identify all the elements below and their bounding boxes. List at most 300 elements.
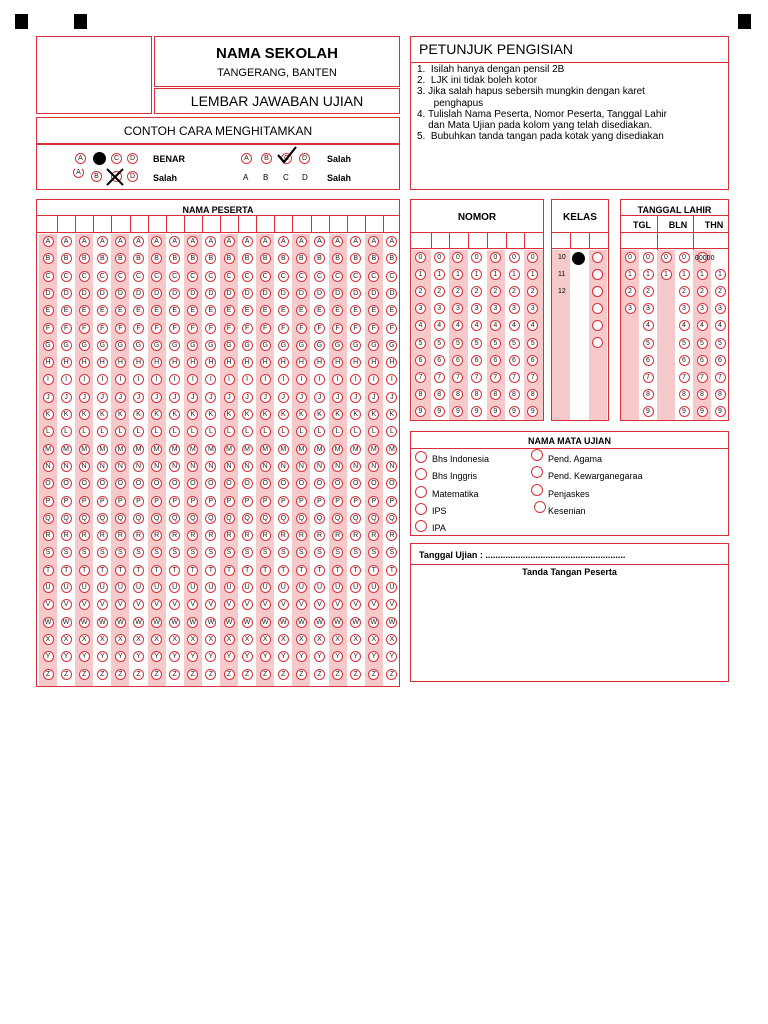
name-bubble[interactable]: G xyxy=(187,340,198,351)
name-bubble[interactable]: N xyxy=(332,461,343,472)
name-bubble[interactable]: H xyxy=(187,357,198,368)
name-bubble[interactable]: Q xyxy=(296,513,307,524)
tanggal-lahir-bubble[interactable]: 8 xyxy=(715,389,726,400)
name-bubble[interactable]: W xyxy=(332,617,343,628)
name-bubble[interactable]: O xyxy=(187,478,198,489)
name-bubble[interactable]: B xyxy=(115,253,126,264)
nomor-bubble[interactable]: 6 xyxy=(415,355,426,366)
name-bubble[interactable]: H xyxy=(296,357,307,368)
tanggal-lahir-bubble[interactable]: 6 xyxy=(697,355,708,366)
name-bubble[interactable]: K xyxy=(368,409,379,420)
name-bubble[interactable]: C xyxy=(169,271,180,282)
name-bubble[interactable]: S xyxy=(115,547,126,558)
name-bubble[interactable]: W xyxy=(187,617,198,628)
name-bubble[interactable]: P xyxy=(151,496,162,507)
name-bubble[interactable]: C xyxy=(43,271,54,282)
name-bubble[interactable]: X xyxy=(278,634,289,645)
name-bubble[interactable]: C xyxy=(296,271,307,282)
name-bubble[interactable]: P xyxy=(278,496,289,507)
nomor-bubble[interactable]: 5 xyxy=(527,338,538,349)
nomor-bubble[interactable]: 8 xyxy=(434,389,445,400)
name-bubble[interactable]: D xyxy=(278,288,289,299)
name-bubble[interactable]: Z xyxy=(43,669,54,680)
name-bubble[interactable]: K xyxy=(205,409,216,420)
name-bubble[interactable]: V xyxy=(151,599,162,610)
name-bubble[interactable]: Y xyxy=(332,651,343,662)
nomor-bubble[interactable]: 2 xyxy=(452,286,463,297)
name-bubble[interactable]: I xyxy=(242,374,253,385)
name-bubble[interactable]: L xyxy=(224,426,235,437)
nomor-bubble[interactable]: 8 xyxy=(471,389,482,400)
name-bubble[interactable]: R xyxy=(296,530,307,541)
tanggal-lahir-bubble[interactable]: 6 xyxy=(643,355,654,366)
name-bubble[interactable]: M xyxy=(368,444,379,455)
name-bubble[interactable]: Z xyxy=(386,669,397,680)
name-bubble[interactable]: O xyxy=(169,478,180,489)
name-bubble[interactable]: A xyxy=(242,236,253,247)
name-bubble[interactable]: S xyxy=(97,547,108,558)
name-bubble[interactable]: Q xyxy=(205,513,216,524)
name-bubble[interactable]: K xyxy=(260,409,271,420)
name-letter-cell[interactable] xyxy=(75,216,93,232)
name-bubble[interactable]: V xyxy=(61,599,72,610)
name-bubble[interactable]: H xyxy=(79,357,90,368)
name-bubble[interactable]: K xyxy=(133,409,144,420)
name-bubble[interactable]: E xyxy=(260,305,271,316)
name-bubble[interactable]: B xyxy=(133,253,144,264)
name-bubble[interactable]: G xyxy=(278,340,289,351)
name-bubble[interactable]: J xyxy=(205,392,216,403)
name-bubble[interactable]: T xyxy=(242,565,253,576)
name-bubble[interactable]: P xyxy=(205,496,216,507)
name-letter-cell[interactable] xyxy=(166,216,184,232)
name-bubble[interactable]: B xyxy=(278,253,289,264)
name-bubble[interactable]: S xyxy=(133,547,144,558)
name-bubble[interactable]: O xyxy=(224,478,235,489)
nomor-bubble[interactable]: 1 xyxy=(490,269,501,280)
name-letter-cell[interactable] xyxy=(202,216,220,232)
name-bubble[interactable]: I xyxy=(61,374,72,385)
name-bubble[interactable]: F xyxy=(332,323,343,334)
mata-ujian-radio[interactable] xyxy=(415,486,427,498)
name-bubble[interactable]: G xyxy=(368,340,379,351)
name-bubble[interactable]: K xyxy=(278,409,289,420)
name-letter-cell[interactable] xyxy=(93,216,111,232)
name-bubble[interactable]: S xyxy=(187,547,198,558)
name-bubble[interactable]: G xyxy=(205,340,216,351)
kelas-bubble[interactable] xyxy=(592,286,603,297)
nomor-bubble[interactable]: 9 xyxy=(415,406,426,417)
name-bubble[interactable]: G xyxy=(79,340,90,351)
nomor-bubble[interactable]: 9 xyxy=(452,406,463,417)
tanggal-lahir-bubble[interactable]: 1 xyxy=(625,269,636,280)
name-bubble[interactable]: B xyxy=(187,253,198,264)
name-bubble[interactable]: S xyxy=(151,547,162,558)
name-bubble[interactable]: I xyxy=(386,374,397,385)
name-bubble[interactable]: Y xyxy=(242,651,253,662)
name-bubble[interactable]: Q xyxy=(79,513,90,524)
name-bubble[interactable]: G xyxy=(386,340,397,351)
name-bubble[interactable]: K xyxy=(43,409,54,420)
name-bubble[interactable]: M xyxy=(61,444,72,455)
name-letter-cell[interactable] xyxy=(329,216,347,232)
name-bubble[interactable]: H xyxy=(224,357,235,368)
name-bubble[interactable]: C xyxy=(115,271,126,282)
name-bubble[interactable]: O xyxy=(278,478,289,489)
name-bubble[interactable]: P xyxy=(368,496,379,507)
name-bubble[interactable]: K xyxy=(97,409,108,420)
name-bubble[interactable]: R xyxy=(133,530,144,541)
name-bubble[interactable]: K xyxy=(350,409,361,420)
name-bubble[interactable]: E xyxy=(242,305,253,316)
name-bubble[interactable]: U xyxy=(386,582,397,593)
name-bubble[interactable]: I xyxy=(332,374,343,385)
name-bubble[interactable]: E xyxy=(97,305,108,316)
name-bubble[interactable]: A xyxy=(368,236,379,247)
name-letter-cell[interactable] xyxy=(311,216,329,232)
nomor-bubble[interactable]: 4 xyxy=(490,320,501,331)
name-bubble[interactable]: M xyxy=(187,444,198,455)
nomor-bubble[interactable]: 6 xyxy=(434,355,445,366)
name-bubble[interactable]: R xyxy=(97,530,108,541)
name-bubble[interactable]: E xyxy=(296,305,307,316)
name-bubble[interactable]: B xyxy=(260,253,271,264)
name-bubble[interactable]: A xyxy=(386,236,397,247)
name-bubble[interactable]: T xyxy=(43,565,54,576)
name-bubble[interactable]: N xyxy=(151,461,162,472)
name-bubble[interactable]: J xyxy=(386,392,397,403)
name-bubble[interactable]: I xyxy=(115,374,126,385)
name-bubble[interactable]: Y xyxy=(169,651,180,662)
name-letter-cell[interactable] xyxy=(383,216,401,232)
name-bubble[interactable]: C xyxy=(151,271,162,282)
name-bubble[interactable]: L xyxy=(187,426,198,437)
name-bubble[interactable]: M xyxy=(278,444,289,455)
nomor-bubble[interactable]: 1 xyxy=(452,269,463,280)
name-bubble[interactable]: L xyxy=(43,426,54,437)
name-bubble[interactable]: O xyxy=(350,478,361,489)
name-bubble[interactable]: U xyxy=(224,582,235,593)
name-bubble[interactable]: Q xyxy=(278,513,289,524)
name-bubble[interactable]: X xyxy=(314,634,325,645)
name-bubble[interactable]: C xyxy=(205,271,216,282)
name-bubble[interactable]: D xyxy=(296,288,307,299)
name-bubble[interactable]: G xyxy=(169,340,180,351)
name-bubble[interactable]: H xyxy=(260,357,271,368)
name-letter-cell[interactable] xyxy=(274,216,292,232)
name-bubble[interactable]: O xyxy=(97,478,108,489)
name-bubble[interactable]: X xyxy=(187,634,198,645)
name-bubble[interactable]: Z xyxy=(260,669,271,680)
name-bubble[interactable]: J xyxy=(43,392,54,403)
name-bubble[interactable]: Q xyxy=(368,513,379,524)
name-bubble[interactable]: O xyxy=(260,478,271,489)
name-bubble[interactable]: H xyxy=(61,357,72,368)
name-letter-cell[interactable] xyxy=(256,216,274,232)
name-bubble[interactable]: A xyxy=(151,236,162,247)
name-bubble[interactable]: N xyxy=(296,461,307,472)
name-bubble[interactable]: K xyxy=(242,409,253,420)
name-bubble[interactable]: P xyxy=(386,496,397,507)
mata-ujian-radio[interactable] xyxy=(531,484,543,496)
nomor-bubble[interactable]: 3 xyxy=(509,303,520,314)
name-bubble[interactable]: N xyxy=(187,461,198,472)
name-bubble[interactable]: Z xyxy=(205,669,216,680)
name-bubble[interactable]: O xyxy=(314,478,325,489)
name-bubble[interactable]: F xyxy=(169,323,180,334)
tanggal-lahir-bubble[interactable]: 3 xyxy=(625,303,636,314)
name-bubble[interactable]: M xyxy=(224,444,235,455)
name-bubble[interactable]: W xyxy=(350,617,361,628)
name-bubble[interactable]: Z xyxy=(350,669,361,680)
name-bubble[interactable]: X xyxy=(97,634,108,645)
mata-ujian-radio[interactable] xyxy=(415,451,427,463)
nomor-bubble[interactable]: 8 xyxy=(415,389,426,400)
nomor-bubble[interactable]: 7 xyxy=(509,372,520,383)
name-bubble[interactable]: Y xyxy=(97,651,108,662)
tanggal-lahir-bubble[interactable]: 4 xyxy=(715,320,726,331)
tanggal-lahir-bubble[interactable]: 4 xyxy=(697,320,708,331)
name-bubble[interactable]: Q xyxy=(242,513,253,524)
name-bubble[interactable]: Z xyxy=(242,669,253,680)
name-bubble[interactable]: D xyxy=(242,288,253,299)
name-bubble[interactable]: R xyxy=(187,530,198,541)
name-bubble[interactable]: H xyxy=(350,357,361,368)
name-bubble[interactable]: Y xyxy=(115,651,126,662)
name-bubble[interactable]: L xyxy=(332,426,343,437)
name-bubble[interactable]: F xyxy=(79,323,90,334)
name-bubble[interactable]: C xyxy=(386,271,397,282)
name-bubble[interactable]: U xyxy=(332,582,343,593)
name-bubble[interactable]: U xyxy=(278,582,289,593)
name-bubble[interactable]: E xyxy=(43,305,54,316)
name-bubble[interactable]: A xyxy=(169,236,180,247)
name-bubble[interactable]: X xyxy=(169,634,180,645)
name-bubble[interactable]: N xyxy=(224,461,235,472)
tanggal-lahir-bubble[interactable]: 2 xyxy=(679,286,690,297)
name-bubble[interactable]: D xyxy=(350,288,361,299)
tanggal-lahir-bubble[interactable]: 7 xyxy=(697,372,708,383)
nomor-bubble[interactable]: 3 xyxy=(452,303,463,314)
name-bubble[interactable]: N xyxy=(260,461,271,472)
name-bubble[interactable]: R xyxy=(242,530,253,541)
name-bubble[interactable]: X xyxy=(386,634,397,645)
name-bubble[interactable]: K xyxy=(187,409,198,420)
name-bubble[interactable]: Y xyxy=(260,651,271,662)
mata-ujian-radio[interactable] xyxy=(415,503,427,515)
name-bubble[interactable]: G xyxy=(224,340,235,351)
name-bubble[interactable]: H xyxy=(332,357,343,368)
tanggal-lahir-bubble[interactable]: 3 xyxy=(679,303,690,314)
name-bubble[interactable]: T xyxy=(332,565,343,576)
name-bubble[interactable]: T xyxy=(350,565,361,576)
name-bubble[interactable]: Q xyxy=(61,513,72,524)
name-bubble[interactable]: S xyxy=(79,547,90,558)
nomor-bubble[interactable]: 6 xyxy=(527,355,538,366)
name-bubble[interactable]: P xyxy=(97,496,108,507)
name-bubble[interactable]: R xyxy=(169,530,180,541)
name-bubble[interactable]: H xyxy=(133,357,144,368)
name-bubble[interactable]: S xyxy=(242,547,253,558)
mata-ujian-radio[interactable] xyxy=(415,520,427,532)
name-bubble[interactable]: V xyxy=(242,599,253,610)
name-bubble[interactable]: E xyxy=(133,305,144,316)
name-bubble[interactable]: J xyxy=(332,392,343,403)
name-bubble[interactable]: D xyxy=(187,288,198,299)
name-bubble[interactable]: E xyxy=(332,305,343,316)
name-bubble[interactable]: K xyxy=(61,409,72,420)
name-bubble[interactable]: J xyxy=(260,392,271,403)
name-bubble[interactable]: M xyxy=(314,444,325,455)
name-bubble[interactable]: R xyxy=(386,530,397,541)
name-bubble[interactable]: U xyxy=(187,582,198,593)
name-bubble[interactable]: W xyxy=(43,617,54,628)
name-bubble[interactable]: T xyxy=(61,565,72,576)
name-bubble[interactable]: E xyxy=(314,305,325,316)
name-bubble[interactable]: G xyxy=(242,340,253,351)
name-bubble[interactable]: Q xyxy=(314,513,325,524)
name-bubble[interactable]: L xyxy=(79,426,90,437)
name-bubble[interactable]: B xyxy=(79,253,90,264)
name-bubble[interactable]: H xyxy=(314,357,325,368)
name-bubble[interactable]: T xyxy=(169,565,180,576)
nomor-bubble[interactable]: 0 xyxy=(434,252,445,263)
name-bubble[interactable]: Y xyxy=(61,651,72,662)
name-bubble[interactable]: F xyxy=(260,323,271,334)
name-bubble[interactable]: Y xyxy=(296,651,307,662)
name-bubble[interactable]: U xyxy=(97,582,108,593)
name-bubble[interactable]: E xyxy=(386,305,397,316)
name-bubble[interactable]: N xyxy=(97,461,108,472)
name-bubble[interactable]: P xyxy=(187,496,198,507)
nomor-bubble[interactable]: 5 xyxy=(471,338,482,349)
name-bubble[interactable]: V xyxy=(314,599,325,610)
name-bubble[interactable]: Q xyxy=(332,513,343,524)
name-bubble[interactable]: Z xyxy=(97,669,108,680)
name-bubble[interactable]: S xyxy=(61,547,72,558)
name-bubble[interactable]: N xyxy=(386,461,397,472)
name-bubble[interactable]: W xyxy=(278,617,289,628)
name-bubble[interactable]: K xyxy=(224,409,235,420)
name-bubble[interactable]: Z xyxy=(187,669,198,680)
name-bubble[interactable]: A xyxy=(260,236,271,247)
name-bubble[interactable]: M xyxy=(242,444,253,455)
nomor-bubble[interactable]: 8 xyxy=(452,389,463,400)
name-bubble[interactable]: V xyxy=(79,599,90,610)
name-bubble[interactable]: B xyxy=(205,253,216,264)
name-bubble[interactable]: E xyxy=(187,305,198,316)
name-bubble[interactable]: V xyxy=(205,599,216,610)
nomor-bubble[interactable]: 6 xyxy=(452,355,463,366)
name-letter-cell[interactable] xyxy=(130,216,148,232)
name-bubble[interactable]: A xyxy=(332,236,343,247)
name-bubble[interactable]: I xyxy=(260,374,271,385)
name-bubble[interactable]: L xyxy=(278,426,289,437)
nomor-bubble[interactable]: 9 xyxy=(471,406,482,417)
name-bubble[interactable]: M xyxy=(296,444,307,455)
nomor-bubble[interactable]: 0 xyxy=(490,252,501,263)
name-bubble[interactable]: R xyxy=(332,530,343,541)
nomor-bubble[interactable]: 2 xyxy=(471,286,482,297)
name-bubble[interactable]: Q xyxy=(97,513,108,524)
name-bubble[interactable]: V xyxy=(386,599,397,610)
name-bubble[interactable]: N xyxy=(133,461,144,472)
name-bubble[interactable]: A xyxy=(350,236,361,247)
name-bubble[interactable]: I xyxy=(296,374,307,385)
name-bubble[interactable]: E xyxy=(368,305,379,316)
name-bubble[interactable]: I xyxy=(350,374,361,385)
tanggal-lahir-bubble[interactable]: 6 xyxy=(679,355,690,366)
name-bubble[interactable]: F xyxy=(205,323,216,334)
nomor-bubble[interactable]: 2 xyxy=(415,286,426,297)
tanggal-lahir-bubble[interactable]: 3 xyxy=(715,303,726,314)
name-bubble[interactable]: L xyxy=(386,426,397,437)
name-bubble[interactable]: B xyxy=(43,253,54,264)
name-bubble[interactable]: A xyxy=(187,236,198,247)
name-bubble[interactable]: M xyxy=(43,444,54,455)
name-bubble[interactable]: Y xyxy=(43,651,54,662)
name-bubble[interactable]: M xyxy=(386,444,397,455)
name-bubble[interactable]: B xyxy=(296,253,307,264)
name-bubble[interactable]: Z xyxy=(314,669,325,680)
name-bubble[interactable]: V xyxy=(97,599,108,610)
name-bubble[interactable]: Z xyxy=(133,669,144,680)
tanggal-lahir-bubble[interactable]: 6 xyxy=(715,355,726,366)
name-bubble[interactable]: K xyxy=(151,409,162,420)
name-bubble[interactable]: U xyxy=(296,582,307,593)
name-bubble[interactable]: L xyxy=(260,426,271,437)
name-bubble[interactable]: O xyxy=(115,478,126,489)
name-bubble[interactable]: A xyxy=(205,236,216,247)
name-bubble[interactable]: W xyxy=(260,617,271,628)
name-bubble[interactable]: Z xyxy=(296,669,307,680)
name-bubble[interactable]: E xyxy=(79,305,90,316)
nomor-bubble[interactable]: 7 xyxy=(527,372,538,383)
name-bubble[interactable]: C xyxy=(187,271,198,282)
name-bubble[interactable]: T xyxy=(314,565,325,576)
tanggal-lahir-bubble[interactable]: 8 xyxy=(679,389,690,400)
name-bubble[interactable]: C xyxy=(278,271,289,282)
name-bubble[interactable]: R xyxy=(61,530,72,541)
nomor-bubble[interactable]: 9 xyxy=(490,406,501,417)
name-bubble[interactable]: G xyxy=(115,340,126,351)
nomor-bubble[interactable]: 1 xyxy=(434,269,445,280)
name-bubble[interactable]: U xyxy=(151,582,162,593)
name-bubble[interactable]: L xyxy=(151,426,162,437)
name-bubble[interactable]: P xyxy=(314,496,325,507)
name-bubble[interactable]: Y xyxy=(314,651,325,662)
name-bubble[interactable]: J xyxy=(115,392,126,403)
name-bubble[interactable]: P xyxy=(260,496,271,507)
name-bubble[interactable]: F xyxy=(242,323,253,334)
tanggal-lahir-bubble[interactable]: 7 xyxy=(715,372,726,383)
name-bubble[interactable]: V xyxy=(278,599,289,610)
name-bubble[interactable]: D xyxy=(97,288,108,299)
name-bubble[interactable]: F xyxy=(133,323,144,334)
name-bubble[interactable]: A xyxy=(224,236,235,247)
name-bubble[interactable]: H xyxy=(97,357,108,368)
nomor-bubble[interactable]: 0 xyxy=(471,252,482,263)
nomor-bubble[interactable]: 1 xyxy=(415,269,426,280)
name-bubble[interactable]: D xyxy=(133,288,144,299)
name-bubble[interactable]: X xyxy=(79,634,90,645)
name-bubble[interactable]: O xyxy=(79,478,90,489)
name-bubble[interactable]: M xyxy=(151,444,162,455)
name-bubble[interactable]: S xyxy=(260,547,271,558)
name-bubble[interactable]: Q xyxy=(260,513,271,524)
nomor-bubble[interactable]: 5 xyxy=(509,338,520,349)
name-bubble[interactable]: T xyxy=(205,565,216,576)
